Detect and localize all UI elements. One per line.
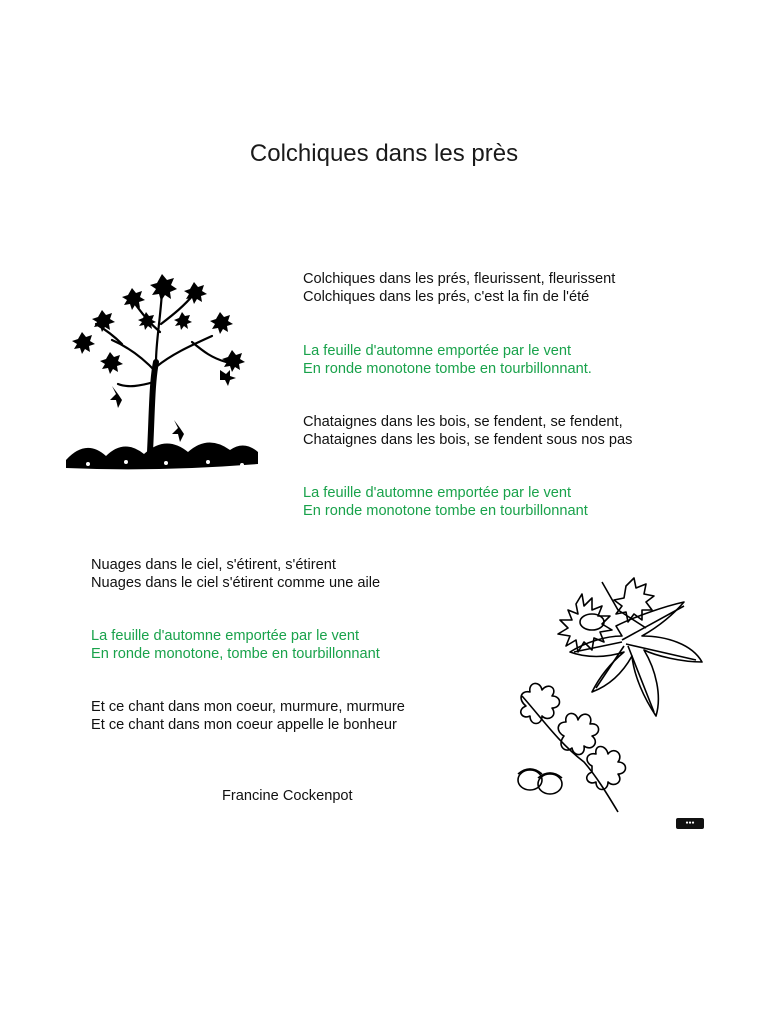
poem-line: Chataignes dans les bois, se fendent sous nos pas [303,432,633,448]
autumn-tree-illustration [62,262,262,487]
poem-line: Et ce chant dans mon coeur, murmure, murmure [91,699,405,715]
chestnut-oak-leaves-illustration [506,566,706,830]
refrain-2 [303,484,588,520]
poem-line: Colchiques dans les prés, c'est la fin de l'été [303,289,590,305]
poem-line: Nuages dans le ciel, s'étirent, s'étirent [91,557,336,573]
poem-line: Nuages dans le ciel s'étirent comme une aile [91,575,381,591]
stanza-3 [91,556,380,592]
refrain-1 [303,342,592,378]
stanza-4 [91,698,405,734]
poem-line: En ronde monotone, tombe en tourbillonnant [91,646,380,662]
stanza-1 [303,270,615,306]
poem-line: La feuille d'automne emportée par le vent [303,343,572,359]
poem-line: La feuille d'automne emportée par le vent [91,628,360,644]
page-title: Colchiques dans les près [249,140,519,167]
stanza-2 [303,413,632,449]
author-name: Francine Cockenpot [222,788,353,804]
poem-line: Et ce chant dans mon coeur appelle le bonheur [91,717,397,733]
poem-line: Colchiques dans les prés, fleurissent, fleurissent [303,271,616,287]
poem-line: En ronde monotone tombe en tourbillonnant. [303,361,592,377]
poem-line: Chataignes dans les bois, se fendent, se fendent, [303,414,623,430]
poem-line: En ronde monotone tombe en tourbillonnant [303,503,588,519]
logo-icon: ●●● [676,818,704,829]
refrain-3 [91,627,380,663]
poem-line: La feuille d'automne emportée par le vent [303,485,572,501]
